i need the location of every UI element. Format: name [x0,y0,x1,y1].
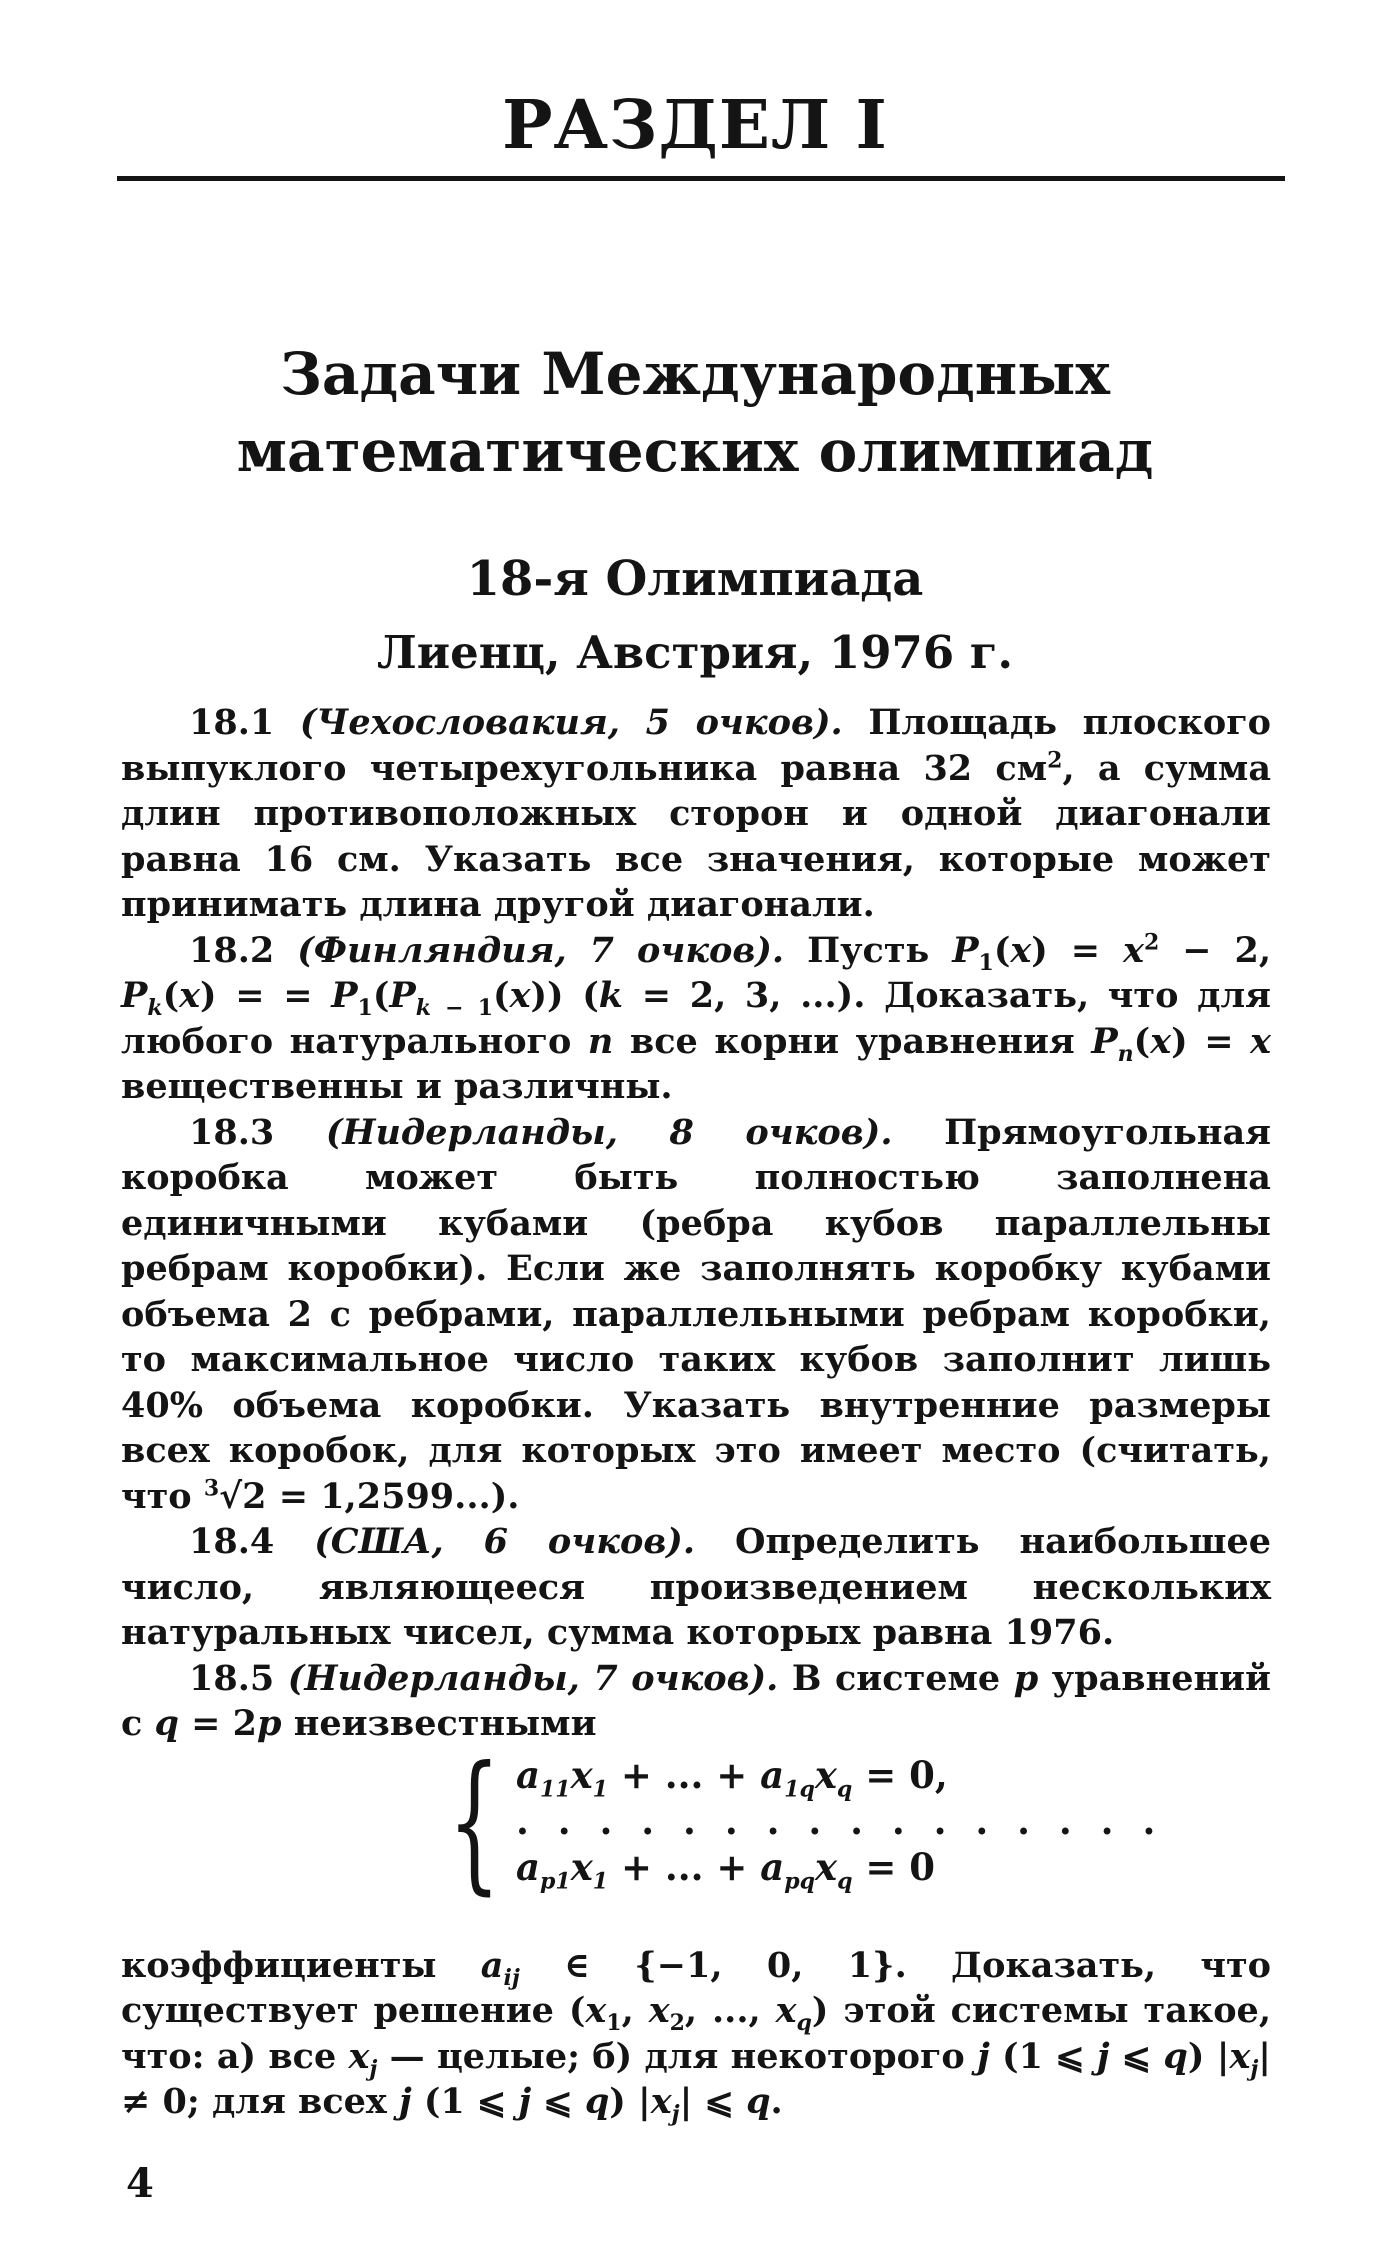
problem-source: (Чехословакия, 5 очков). [299,702,843,743]
problem-18-5 [121,1656,1271,1747]
problem-number: 18.4 [189,1521,275,1562]
equation-p: $a_{p1}x_1$ + ... + $a_{pq}x_q = 0$ [516,1844,935,1894]
problem-source: (Нидерланды, 8 очков). [325,1111,893,1153]
problem-number: 18.2 [189,929,275,971]
olympiad-location [120,626,1270,680]
problems-body [121,700,1271,2125]
problem-18-3 [121,1110,1271,1520]
problem-18-5-continued [121,1943,1271,2125]
chapter-title [120,336,1270,490]
problem-text: Площадь плоского выпуклого четырехугольника равна 32 $см^2$, а сумма длин противоположных сторон и одной диагонали равна 16 см. Указать все значения, которые может принимать длина другой диагонали. [121,702,1272,925]
problem-18-1 [121,700,1271,928]
problem-number: 18.5 [189,1657,275,1699]
problem-18-2 [121,928,1271,1110]
problem-source: (США, 6 очков). [314,1521,696,1562]
problem-text: Прямоугольная коробка может быть полностью заполнена единичными кубами (ребра кубов параллельны ребрам коробки). Если же заполнять коробку кубами объема 2 с ребрами, параллельными ребрам коробки, то максимальное число таких кубов заполнит лишь 40% объема коробки. Указать внутренние размеры всех коробок, для которых это имеет место (считать, что $^3$√2 = 1,2599...). [121,1111,1271,1517]
equation-1: $a_{11}x_1$ + ... + $a_{1q}x_q = 0$, [516,1752,948,1802]
chapter-title-line-2: математических олимпиад [236,417,1154,486]
section-title: РАЗДЕЛ I [502,85,888,164]
problem-number: 18.3 [189,1111,275,1153]
problem-text: коэффициенты $a_{ij}$ ∈ {−1, 0, 1}. Доказать, что существует решение ($x_1$, $x_2$, ..., $x_q$) этой системы такое, что: а) все $x_j$ — целые; б) для некоторого j (1 ⩽ j ⩽ q) $|x_j| \ne 0$; для всех j (1 ⩽ j ⩽ q) $|x_j|$ ⩽ q. [121,1944,1272,2127]
left-brace: { [448,1734,501,1909]
problem-number: 18.1 [189,702,275,743]
chapter-title-line-1: Задачи Международных [280,340,1110,408]
problem-text: Определить наибольшее число, являющееся произведением нескольких натуральных чисел, сумма которых равна 1976. [121,1521,1272,1653]
olympiad-title: 18-я Олимпиада [466,551,924,607]
problem-text: Пусть $P_1(x) = x^2 - 2$, $P_k(x)$ = = $P_1(P_{k - 1}(x)) (k = 2$, 3, ...). Доказать, что для любого натурального n все корни уравнения $P_n(x) = x$ вещественны и различны. [121,928,1272,1107]
section-divider [117,176,1285,181]
olympiad-location-text: Лиенц, Австрия, 1976 г. [376,626,1014,679]
equation-system [121,1734,1271,1929]
page-number: 4 [126,2160,154,2207]
problem-18-4 [121,1519,1271,1656]
equation-ellipsis: . . . . . . . . . . . . . . . . [516,1798,1164,1843]
problem-source: (Финляндия, 7 очков). [297,929,785,971]
problem-text: В системе p уравнений с q = 2p неизвестными [121,1657,1271,1744]
problem-source: (Нидерланды, 7 очков). [287,1657,779,1699]
